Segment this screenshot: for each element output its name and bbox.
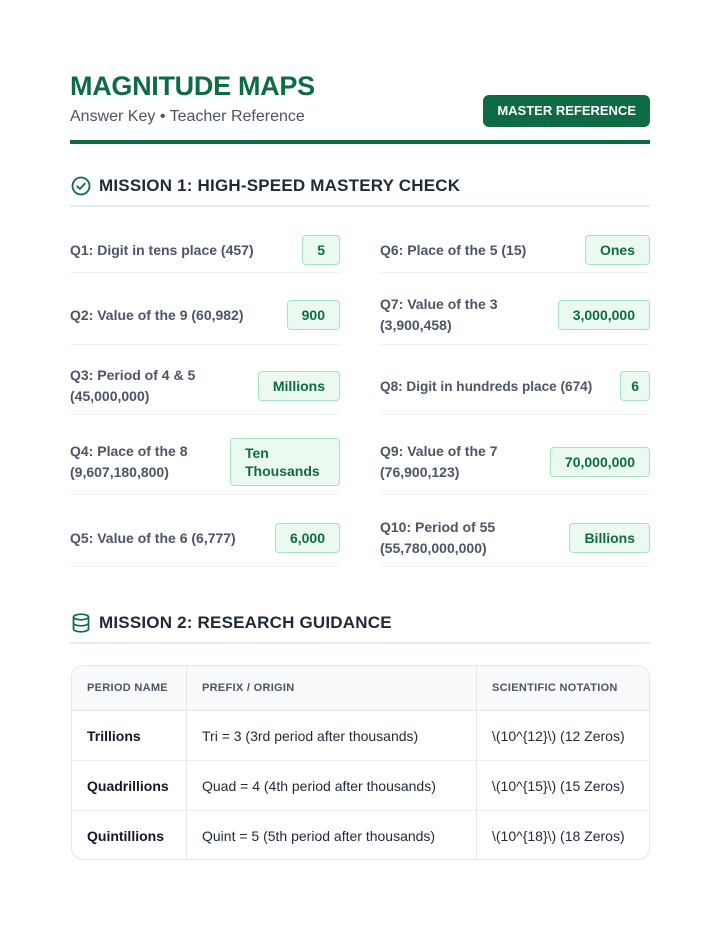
question-item-2: [70, 286, 340, 345]
answer-badge: Billions: [569, 523, 650, 553]
question-item-3: [70, 358, 340, 415]
answer-badge: 6: [620, 371, 650, 401]
question-text: Q2: Value of the 9 (60,982): [70, 306, 244, 323]
question-text: Q5: Value of the 6 (6,777): [70, 529, 236, 546]
table-row: [72, 711, 649, 761]
period-name-cell: Trillions: [72, 711, 187, 761]
question-item-10: [380, 510, 650, 567]
check-circle-icon: [70, 175, 92, 197]
scientific-notation-cell: \(10^{18}\) (18 Zeros): [477, 811, 650, 861]
header-divider: [70, 140, 650, 144]
column-header-prefix-origin: PREFIX / ORIGIN: [187, 666, 477, 711]
page-subtitle: Answer Key • Teacher Reference: [70, 108, 305, 125]
question-item-7: [380, 286, 650, 345]
table-header-row: [72, 666, 649, 711]
question-text: Q7: Value of the 3 (3,900,458): [380, 296, 498, 333]
table-row: [72, 811, 649, 861]
question-text: Q4: Place of the 8 (9,607,180,800): [70, 443, 188, 480]
period-table: [71, 665, 650, 860]
answer-badge: 900: [287, 300, 340, 330]
column-header-scientific-notation: SCIENTIFIC NOTATION: [477, 666, 650, 711]
page-title: MAGNITUDE MAPS: [70, 71, 315, 101]
mission-2-title: MISSION 2: RESEARCH GUIDANCE: [99, 613, 392, 632]
period-name-cell: Quintillions: [72, 811, 187, 861]
page-header: [70, 70, 650, 127]
scientific-notation-cell: \(10^{15}\) (15 Zeros): [477, 761, 650, 811]
table-row: [72, 761, 649, 811]
question-item-1: [70, 228, 340, 273]
column-header-period-name: PERIOD NAME: [72, 666, 187, 711]
answer-badge: 5: [302, 235, 340, 265]
question-text: Q6: Place of the 5 (15): [380, 241, 527, 258]
question-item-4: [70, 430, 340, 495]
mission-1-title: MISSION 1: HIGH-SPEED MASTERY CHECK: [99, 176, 461, 195]
answer-badge: 70,000,000: [550, 447, 650, 477]
question-item-5: [70, 510, 340, 567]
question-text: Q1: Digit in tens place (457): [70, 241, 254, 258]
question-text: Q3: Period of 4 & 5 (45,000,000): [70, 367, 196, 404]
period-name-cell: Quadrillions: [72, 761, 187, 811]
question-item-6: [380, 228, 650, 273]
question-item-8: [380, 358, 650, 415]
database-icon: [70, 612, 92, 634]
mission-2-heading: [70, 608, 650, 644]
question-item-9: [380, 430, 650, 495]
prefix-origin-cell: Tri = 3 (3rd period after thousands): [187, 711, 477, 761]
prefix-origin-cell: Quint = 5 (5th period after thousands): [187, 811, 477, 861]
question-text: Q9: Value of the 7 (76,900,123): [380, 443, 498, 480]
answer-badge: Ten Thousands: [230, 438, 340, 486]
prefix-origin-cell: Quad = 4 (4th period after thousands): [187, 761, 477, 811]
answer-badge: Ones: [585, 235, 650, 265]
question-text: Q8: Digit in hundreds place (674): [380, 378, 593, 394]
answer-badge: Millions: [258, 371, 340, 401]
mission-1-heading: [70, 171, 650, 207]
answer-badge: 6,000: [275, 523, 340, 553]
scientific-notation-cell: \(10^{12}\) (12 Zeros): [492, 727, 625, 744]
master-reference-badge: MASTER REFERENCE: [483, 95, 650, 127]
question-text: Q10: Period of 55 (55,780,000,000): [380, 519, 496, 556]
answer-badge: 3,000,000: [558, 300, 650, 330]
